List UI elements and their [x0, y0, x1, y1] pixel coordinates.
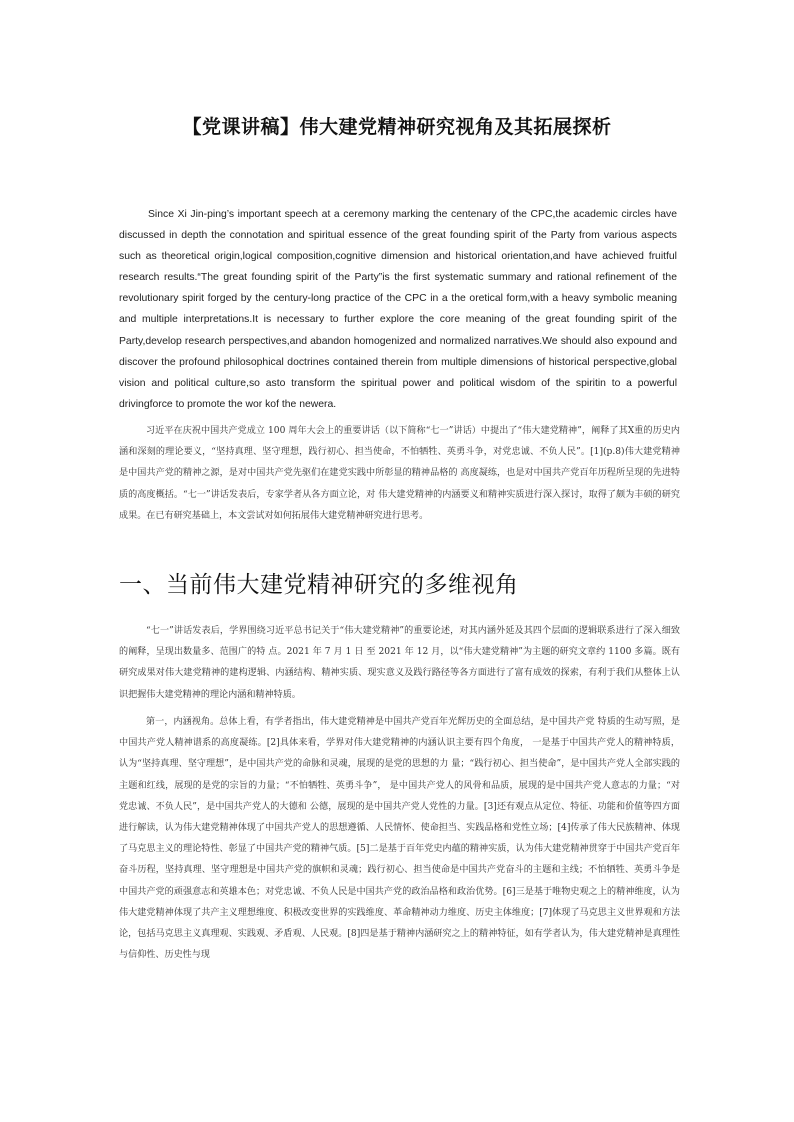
- section-paragraph-1: “七一”讲话发表后，学界围绕习近平总书记关于“伟大建党精神”的重要论述，对其内涵外延及其四个层面的逻辑联系进行了深入细致的阐释，呈现出数量多、范围广的特 点。2021 年 7 月 1 日 至 2021 年 12 月，以“伟大建党精神”为主题的研究文章约 1100 多篇。既有研究成果对伟大建党精神的建构逻辑、内涵结构、精神实质、现实意义及践行路径等各方面进行了富有成效的探索，有利于我们从整体上认识把握伟大建党精神的理论内涵和精神特质。: [119, 626, 680, 700]
- document-title: 【党课讲稿】伟大建党精神研究视角及其拓展探析: [182, 116, 612, 138]
- section-paragraph-2: 第一，内涵视角。总体上看，有学者指出，伟大建党精神是中国共产党百年光辉历史的全面总结，是中国共产党 特质的生动写照，是中国共产党人精神谱系的高度凝练。[2]具体来看，学界对伟大建党精神的内涵认识主要有四个角度， 一是基于中国共产党人的精神特质，认为“坚持真理、坚守理想”，是中国共产党的命脉和灵魂，展现的是党的思想的力 量；“践行初心、担当使命”，是中国共产党人全部实践的主题和红线，展现的是党的宗旨的力量；“不怕牺牲、英勇斗争”， 是中国共产党人的风骨和品质，展现的是中国共产党人意志的力量；“对党忠诚、不负人民”，是中国共产党人的大德和 公德，展现的是中国共产党人党性的力量。[3]还有观点从定位、特征、功能和价值等四方面进行解读，认为伟大建党精神体现了中国共产党人的思想遵循、人民情怀、使命担当、实践品格和党性立场；[4]传承了伟大民族精神、体现了马克思主义的理论特性、彰显了中国共产党的精神气质。[5]二是基于百年党史内蕴的精神实质，认为伟大建党精神贯穿于中国共产党百年奋斗历程，坚持真理、坚守理想是中国共产党的旗帜和灵魂；践行初心、担当使命是中国共产党奋斗的主题和主线；不怕牺牲、英勇斗争是中国共产党的顽强意志和英雄本色；对党忠诚、不负人民是中国共产党的政治品格和政治优势。[6]三是基于唯物史观之上的精神维度，认为伟大建党精神体现了共产主义理想维度、积极改变世界的实践维度、革命精神动力维度、历史主体维度；[7]体现了马克思主义世界观和方法论，包括马克思主义真理观、实践观、矛盾观、人民观。[8]四是基于精神内涵研究之上的精神特征，如有学者认为，伟大建党精神是真理性与信仰性、历史性与现: [119, 717, 680, 961]
- section-heading: 一、当前伟大建党精神研究的多维视角: [119, 572, 519, 598]
- english-abstract: Since Xi Jin-ping’s important speech at a ceremony marking the centenary of the CPC,the academic circles have discussed in depth the connotation and spiritual essence of the great founding spirit of the Party from various aspects such as theoretical origin,logical composition,cognitive dimension and historical orientation,and have achieved fruitful research results.“The great founding spirit of the Party”is the first systematic summary and rational refinement of the revolutionary spirit forged by the century-long practice of the CPC in a the oretical form,with a heavy symbolic meaning and multiple interpretations.It is necessary to further explore the core meaning of the great founding spirit of the Party,develop research perspectives,and abandon homogenized and normalized narratives.We should also expound and discover the profound philosophical doctrines contained therein from multiple dimensions of historical perspective,global vision and political culture,so asto transform the spiritual power and political wisdom of the spiritin to a powerful drivingforce to promote the wor kof the newera.: [119, 209, 677, 410]
- chinese-intro-paragraph: 习近平在庆祝中国共产党成立 100 周年大会上的重要讲话（以下简称“七一”讲话）中提出了“伟大建党精神”，阐释了其X重的历史内涵和深刻的理论要义，“坚持真理、坚守理想，践行初心、担当使命，不怕牺牲、英勇斗争，对党忠诚、不负人民”。[1](p.8)伟大建党精神是中国共产党的精神之源，是对中国共产党先驱们在建党实践中所彰显的精神品格的 高度凝练，也是对中国共产党百年历程所呈现的先进特质的高度概括。“七一”讲话发表后，专家学者从各方面立论，对 伟大建党精神的内涵要义和精神实质进行深入探讨，取得了颇为丰硕的研究成果。在已有研究基础上，本文尝试对如何拓展伟大建党精神研究进行思考。: [119, 426, 680, 521]
